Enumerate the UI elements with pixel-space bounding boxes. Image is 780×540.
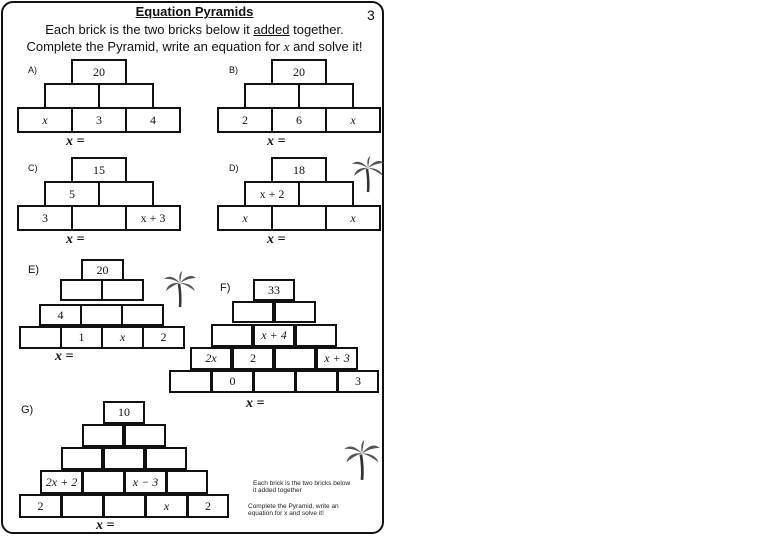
label-e: E) [28,264,39,276]
brick-f-bottom-5: 3 [337,370,379,393]
brick-e-r3-1: 4 [39,304,82,326]
label-b: B) [229,65,238,75]
brick-b-top: 20 [271,59,327,85]
label-a: A) [28,65,37,75]
answer-g: x = [96,518,115,533]
brick-e-r3-3 [121,304,164,326]
brick-e-bottom-1 [19,326,62,349]
brick-b-bottom-2: 6 [271,107,327,133]
brick-f-bottom-2: 0 [211,370,254,393]
brick-e-bottom-2: 1 [60,326,103,349]
brick-f-r4-3 [274,347,316,370]
brick-f-r2-2 [274,301,316,323]
brick-g-r4-3: x − 3 [124,470,167,494]
brick-e-top: 20 [81,259,124,281]
brick-g-bottom-4: x [145,494,188,518]
side-note-line-2: Complete the Pyramid, write an equation for x and solve it! [248,503,339,518]
brick-c-bottom-1: 3 [17,205,73,231]
brick-e-r2-1 [60,279,103,301]
brick-a-mid-1 [44,83,100,109]
answer-c: x = [66,232,85,247]
brick-f-r4-2: 2 [232,347,274,370]
palm-tree-icon [351,155,385,193]
answer-e: x = [55,349,74,364]
palm-tree-icon [343,439,381,481]
brick-d-bottom-3: x [325,205,381,231]
brick-g-r4-1: 2x + 2 [40,470,83,494]
brick-a-bottom-3: 4 [125,107,181,133]
instruction-line-1: Each brick is the two bricks below it added together. [45,22,344,37]
label-d: D) [229,163,239,173]
brick-g-r3-2 [103,447,145,470]
brick-g-r4-4 [166,470,208,494]
brick-g-r3-3 [145,447,187,470]
label-c: C) [28,163,38,173]
brick-f-r4-1: 2x [190,347,232,370]
brick-d-bottom-2 [271,205,327,231]
brick-e-bottom-3: x [101,326,144,349]
brick-c-top: 15 [71,157,127,183]
palm-tree-icon [163,270,197,308]
brick-c-bottom-3: x + 3 [125,205,181,231]
brick-f-r3-3 [295,324,337,347]
brick-b-mid-1 [244,83,300,109]
brick-f-bottom-1 [169,370,212,393]
brick-b-bottom-3: x [325,107,381,133]
brick-g-top: 10 [103,401,145,424]
brick-d-mid-1: x + 2 [244,181,300,207]
worksheet-title: Equation Pyramids [135,4,254,19]
page-number: 3 [367,7,375,23]
brick-d-bottom-1: x [217,205,273,231]
brick-f-bottom-3 [253,370,296,393]
brick-b-bottom-1: 2 [217,107,273,133]
brick-f-r3-2: x + 4 [253,324,295,347]
brick-g-bottom-1: 2 [19,494,62,518]
brick-c-bottom-2 [71,205,127,231]
brick-f-r4-4: x + 3 [316,347,358,370]
brick-a-mid-2 [98,83,154,109]
brick-e-r3-2 [80,304,123,326]
brick-a-bottom-2: 3 [71,107,127,133]
brick-g-r4-2 [82,470,125,494]
brick-f-r2-1 [232,301,274,323]
brick-f-r3-1 [211,324,253,347]
side-note-line-1: Each brick is the two bricks below it added together [253,480,351,495]
answer-f: x = [246,396,265,411]
answer-b: x = [267,134,286,149]
label-f: F) [220,282,231,294]
brick-b-mid-2 [298,83,354,109]
brick-g-r2-2 [124,424,166,447]
brick-a-bottom-1: x [17,107,73,133]
brick-g-r3-1 [61,447,103,470]
brick-f-bottom-4 [295,370,338,393]
brick-g-bottom-2 [61,494,104,518]
worksheet [1,1,384,534]
brick-c-mid-1: 5 [44,181,100,207]
brick-e-r2-2 [101,279,144,301]
brick-d-top: 18 [271,157,327,183]
answer-d: x = [267,232,286,247]
brick-a-top: 20 [71,59,127,85]
brick-d-mid-2 [298,181,354,207]
brick-g-r2-1 [82,424,124,447]
brick-f-top: 33 [253,279,295,301]
brick-c-mid-2 [98,181,154,207]
brick-g-bottom-3 [103,494,146,518]
label-g: G) [21,404,34,416]
brick-e-bottom-4: 2 [142,326,185,349]
brick-g-bottom-5: 2 [187,494,229,518]
answer-a: x = [66,134,85,149]
instruction-line-2: Complete the Pyramid, write an equation for x and solve it! [26,39,363,54]
